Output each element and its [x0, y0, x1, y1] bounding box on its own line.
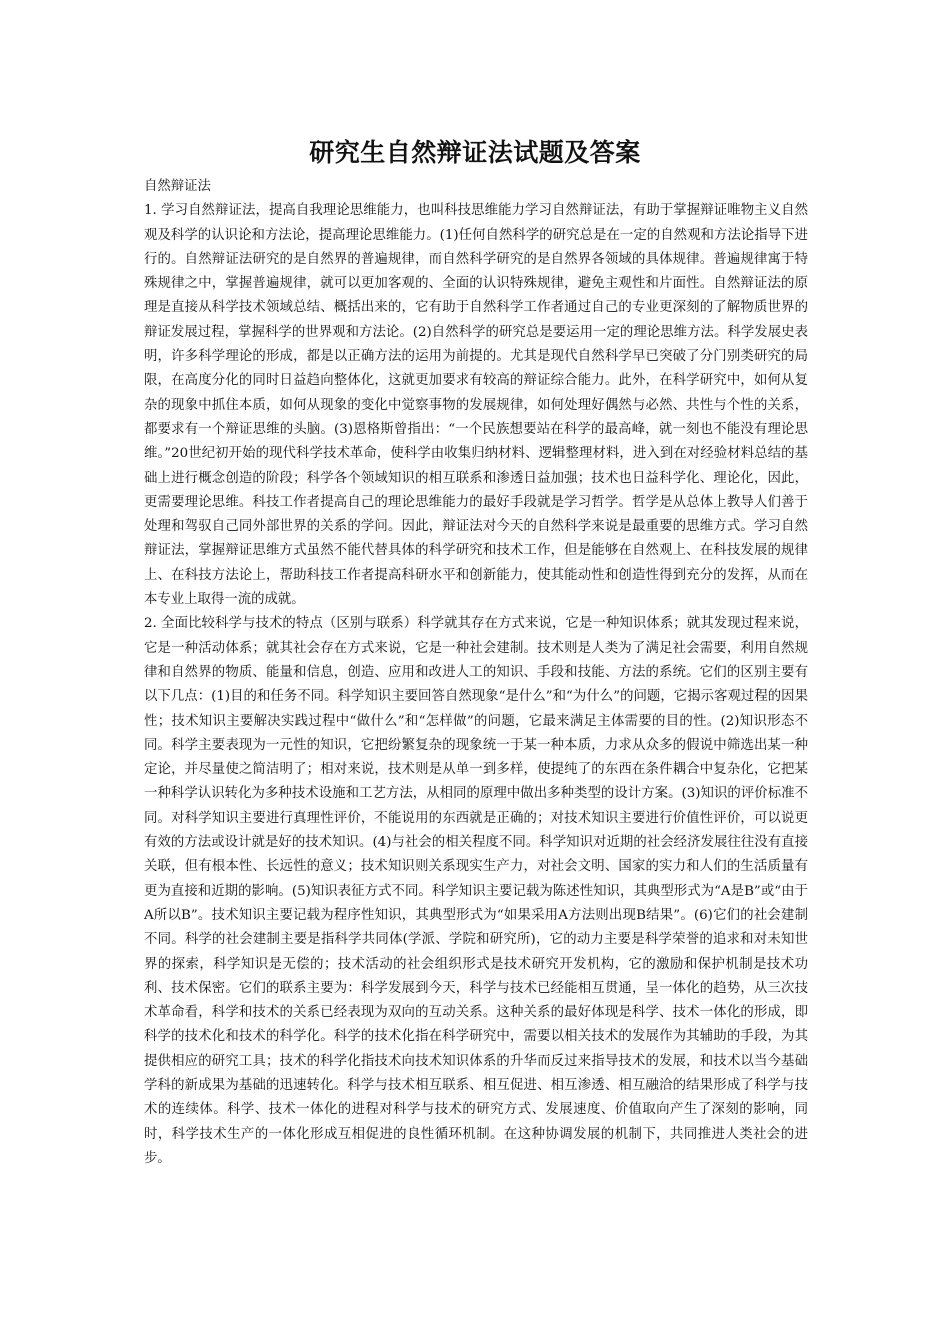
paragraph-1: 1. 学习自然辩证法，提高自我理论思维能力，也叫科技思维能力学习自然辩证法，有助于掌握辩证唯物主义自然观及科学的认识论和方法论，提高理论思维能力。(1)任何自然科学的研究总是在一定的自然观和方法论指导下进行的。自然辩证法研究的是自然界的普遍规律，而自然科学研究的是自然界各领域的具体规律。普遍规律寓于特殊规律之中，掌握普遍规律，就可以更加客观的、全面的认识特殊规律，避免主观性和片面性。自然辩证法的原理是直接从科学技术领域总结、概括出来的，它有助于自然科学工作者通过自己的专业更深刻的了解物质世界的辩证发展过程，掌握科学的世界观和方法论。(2)自然科学的研究总是要运用一定的理论思维方法。科学发展史表明，许多科学理论的形成，都是以正确方法的运用为前提的。尤其是现代自然科学早已突破了分门别类研究的局限，在高度分化的同时日益趋向整体化，这就更加要求有较高的辩证综合能力。此外，在科学研究中，如何从复杂的现象中抓住本质，如何从现象的变化中觉察事物的发展规律，如何处理好偶然与必然、共性与个性的关系，都要求有一个辩证思维的头脑。(3)恩格斯曾指出：“一个民族想要站在科学的最高峰，就一刻也不能没有理论思维。”20世纪初开始的现代科学技术革命，使科学由收集归纳材料、逻辑整理材料，进入到在对经验材料总结的基础上进行概念创造的阶段；科学各个领域知识的相互联系和渗透日益加强；技术也日益科学化、理论化，因此，更需要理论思维。科技工作者提高自己的理论思维能力的最好手段就是学习哲学。哲学是从总体上教导人们善于处理和驾驭自己同外部世界的关系的学问。因此，辩证法对今天的自然科学来说是最重要的思维方式。学习自然辩证法，掌握辩证思维方式虽然不能代替具体的科学研究和技术工作，但是能够在自然观上、在科技发展的规律上、在科技方法论上，帮助科技工作者提高科研水平和创新能力，使其能动性和创造性得到充分的发挥，从而在本专业上取得一流的成就。 [144, 203, 808, 608]
document-title: 研究生自然辩证法试题及答案 [309, 138, 641, 167]
section-heading: 自然辩证法 [144, 179, 211, 194]
document-body [144, 175, 808, 1171]
paragraph-2: 2. 全面比较科学与技术的特点（区别与联系）科学就其存在方式来说，它是一种知识体系；就其发现过程来说，它是一种活动体系；就其社会存在方式来说，它是一种社会建制。技术则是人类为了满足社会需要，利用自然规律和自然界的物质、能量和信息，创造、应用和改进人工的知识、手段和技能、方法的系统。它们的区别主要有以下几点：(1)目的和任务不同。科学知识主要回答自然现象“是什么”和“为什么”的问题，它揭示客观过程的因果性；技术知识主要解决实践过程中“做什么”和“怎样做”的问题，它最来满足主体需要的目的性。(2)知识形态不同。科学主要表现为一元性的知识，它把纷繁复杂的现象统一于某一种本质，力求从众多的假说中筛选出某一种定论，并尽量使之简洁明了；相对来说，技术则是从单一到多样，使提纯了的东西在条件耦合中复杂化，它把某一种科学认识转化为多种技术设施和工艺方法，从相同的原理中做出多种类型的设计方案。(3)知识的评价标准不同。对科学知识主要进行真理性评价，不能说用的东西就是正确的；对技术知识主要进行价值性评价，可以说更有效的方法或设计就是好的技术知识。(4)与社会的相关程度不同。科学知识对近期的社会经济发展往往没有直接关联，但有根本性、长远性的意义；技术知识则关系现实生产力，对社会文明、国家的实力和人们的生活质量有更为直接和近期的影响。(5)知识表征方式不同。科学知识主要记载为陈述性知识，其典型形式为“A是B”或“由于A所以B”。技术知识主要记载为程序性知识，其典型形式为“如果采用A方法则出现B结果”。(6)它们的社会建制不同。科学的社会建制主要是指科学共同体(学派、学院和研究所)，它的动力主要是科学荣誉的追求和对未知世界的探索，科学知识是无偿的；技术活动的社会组织形式是技术研究开发机构，它的激励和保护机制是技术功利、技术保密。它们的联系主要为：科学发展到今天，科学与技术已经能相互贯通，呈一体化的趋势，从三次技术革命看，科学和技术的关系已经表现为双向的互动关系。这种关系的最好体现是科学、技术一体化的形成，即科学的技术化和技术的科学化。科学的技术化指在科学研究中，需要以相关技术的发展作为其辅助的手段，为其提供相应的研究工具；技术的科学化指技术向技术知识体系的升华而反过来指导技术的发展，和技术以当今基础学科的新成果为基础的迅速转化。科学与技术相互联系、相互促进、相互渗透、相互融洽的结果形成了科学与技术的连续体。科学、技术一体化的进程对科学与技术的研究方式、发展速度、价值取向产生了深刻的影响，同时，科学技术生产的一体化形成互相促进的良性循环机制。在这种协调发展的机制下，共同推进人类社会的进步。 [144, 616, 808, 1166]
